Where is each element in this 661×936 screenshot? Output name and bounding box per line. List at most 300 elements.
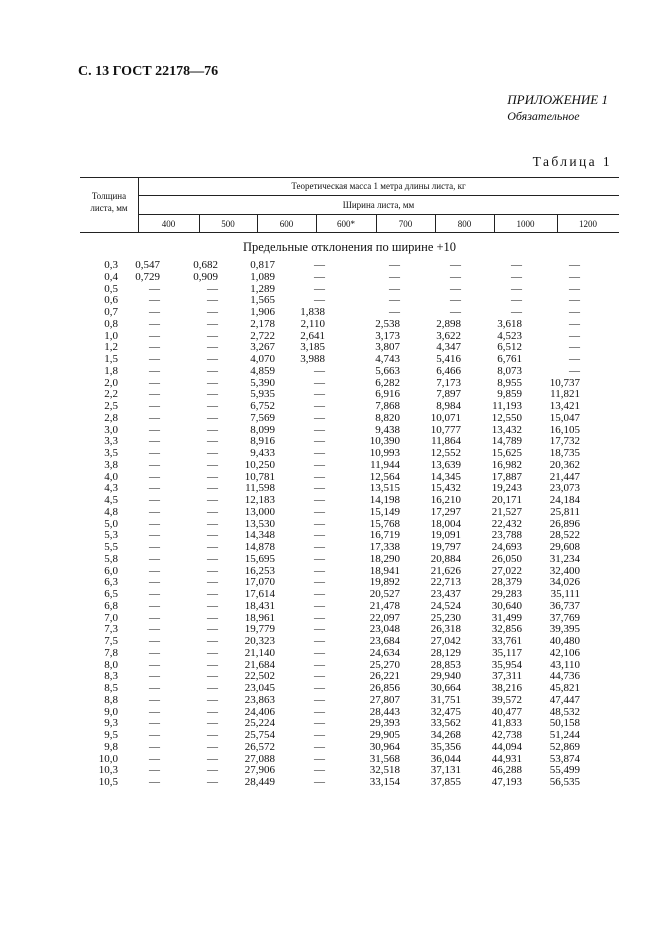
mass-cell: — bbox=[149, 470, 160, 483]
mass-cell: 15,768 bbox=[369, 517, 400, 530]
mass-cell: — bbox=[314, 282, 325, 295]
thickness-cell: 1,5 bbox=[104, 353, 118, 365]
mass-cell: — bbox=[314, 458, 325, 471]
mass-cell: — bbox=[569, 329, 580, 342]
table-row bbox=[80, 566, 619, 578]
header-width-rule bbox=[138, 214, 619, 215]
mass-cell: — bbox=[511, 306, 522, 318]
mass-cell: 10,781 bbox=[244, 470, 275, 483]
mass-cell: 25,224 bbox=[244, 717, 275, 730]
mass-cell: 32,400 bbox=[549, 564, 580, 577]
mass-cell: 42,106 bbox=[549, 646, 580, 659]
mass-cell: — bbox=[149, 341, 160, 354]
mass-cell: 40,480 bbox=[549, 635, 580, 647]
mass-cell: — bbox=[149, 423, 160, 436]
mass-cell: 11,864 bbox=[431, 435, 461, 448]
mass-cell: 24,524 bbox=[430, 599, 461, 612]
table-row bbox=[80, 730, 619, 742]
mass-cell: — bbox=[207, 635, 218, 647]
mass-cell: — bbox=[149, 740, 160, 753]
mass-cell: 37,311 bbox=[492, 670, 522, 683]
table-row bbox=[80, 366, 619, 378]
table-row bbox=[80, 472, 619, 484]
table-row bbox=[80, 742, 619, 754]
mass-cell: — bbox=[569, 259, 580, 271]
mass-cell: 35,117 bbox=[492, 646, 522, 659]
mass-cell: — bbox=[149, 376, 160, 389]
mass-cell: — bbox=[314, 564, 325, 577]
table-row bbox=[80, 354, 619, 366]
mass-cell: 25,270 bbox=[369, 658, 400, 671]
mass-cell: — bbox=[207, 400, 218, 412]
mass-cell: — bbox=[149, 306, 160, 318]
mass-cell: — bbox=[207, 717, 218, 730]
mass-cell: — bbox=[207, 341, 218, 354]
mass-cell: — bbox=[314, 294, 325, 307]
mass-cell: 13,000 bbox=[244, 505, 275, 518]
mass-cell: 21,140 bbox=[244, 646, 275, 659]
mass-cell: — bbox=[207, 776, 218, 788]
mass-cell: — bbox=[314, 764, 325, 777]
tolerance-note: Предельные отклонения по ширине +10 bbox=[242, 240, 457, 254]
mass-cell: 55,499 bbox=[549, 764, 580, 777]
thickness-cell: 8,3 bbox=[104, 670, 118, 683]
mass-cell: — bbox=[207, 317, 218, 330]
mass-cell: 4,347 bbox=[436, 341, 461, 354]
mass-cell: — bbox=[207, 458, 218, 471]
mass-cell: 10,390 bbox=[369, 435, 400, 448]
table-row bbox=[80, 389, 619, 401]
mass-cell: 25,811 bbox=[550, 505, 580, 518]
mass-cell: 7,868 bbox=[375, 400, 400, 412]
mass-cell: 1,906 bbox=[250, 306, 275, 318]
mass-cell: — bbox=[314, 670, 325, 683]
thickness-cell: 9,3 bbox=[104, 717, 118, 730]
mass-cell: — bbox=[314, 752, 325, 765]
mass-cell: — bbox=[569, 270, 580, 283]
table-row bbox=[80, 765, 619, 777]
mass-cell: 3,618 bbox=[497, 317, 522, 330]
table-row bbox=[80, 401, 619, 413]
table-row bbox=[80, 507, 619, 519]
mass-cell: 38,216 bbox=[491, 682, 522, 694]
thickness-cell: 5,5 bbox=[104, 541, 118, 553]
mass-cell: 16,105 bbox=[549, 423, 580, 436]
thickness-cell: 4,8 bbox=[104, 505, 118, 518]
mass-cell: — bbox=[149, 294, 160, 307]
mass-cell: 34,268 bbox=[430, 729, 461, 741]
mass-cell: 46,288 bbox=[491, 764, 522, 777]
mass-cell: 5,935 bbox=[250, 388, 275, 401]
mass-cell: — bbox=[207, 576, 218, 589]
mass-cell: 8,073 bbox=[497, 364, 522, 377]
mass-cell: — bbox=[149, 611, 160, 624]
mass-cell: — bbox=[149, 282, 160, 295]
mass-cell: — bbox=[149, 670, 160, 683]
mass-cell: 29,940 bbox=[430, 670, 461, 683]
mass-cell: 29,905 bbox=[369, 729, 400, 741]
thickness-cell: 7,0 bbox=[104, 611, 118, 624]
mass-cell: — bbox=[149, 494, 160, 506]
table-row bbox=[80, 695, 619, 707]
mass-cell: 26,221 bbox=[369, 670, 400, 683]
mass-cell: — bbox=[314, 599, 325, 612]
mass-cell: 44,736 bbox=[549, 670, 580, 683]
mass-cell: 26,856 bbox=[369, 682, 400, 694]
thickness-cell: 7,5 bbox=[104, 635, 118, 647]
table-row bbox=[80, 554, 619, 566]
mass-cell: 2,722 bbox=[250, 329, 275, 342]
mass-cell: — bbox=[207, 505, 218, 518]
mass-cell: 12,552 bbox=[430, 447, 461, 459]
mass-cell: 15,625 bbox=[491, 447, 522, 459]
mass-cell: — bbox=[207, 611, 218, 624]
mass-cell: 11,821 bbox=[550, 388, 580, 401]
mass-cell: — bbox=[207, 729, 218, 741]
mass-cell: 2,898 bbox=[436, 317, 461, 330]
mass-cell: 28,129 bbox=[430, 646, 461, 659]
thickness-cell: 6,8 bbox=[104, 599, 118, 612]
mass-cell: 9,433 bbox=[250, 447, 275, 459]
mass-cell: 13,515 bbox=[369, 482, 400, 495]
thickness-cell: 2,5 bbox=[104, 400, 118, 412]
table-row bbox=[80, 436, 619, 448]
mass-cell: — bbox=[569, 341, 580, 354]
mass-cell: 53,874 bbox=[549, 752, 580, 765]
mass-cell: — bbox=[314, 717, 325, 730]
mass-cell: 19,892 bbox=[369, 576, 400, 589]
mass-cell: 3,185 bbox=[300, 341, 325, 354]
thickness-cell: 10,3 bbox=[98, 764, 118, 777]
mass-cell: — bbox=[207, 306, 218, 318]
mass-cell: 28,443 bbox=[369, 705, 400, 718]
mass-cell: 14,789 bbox=[491, 435, 522, 448]
mass-cell: — bbox=[569, 282, 580, 295]
mass-cell: 41,833 bbox=[491, 717, 522, 730]
mass-cell: — bbox=[314, 729, 325, 741]
mass-cell: 32,856 bbox=[491, 623, 522, 636]
table-row bbox=[80, 718, 619, 730]
mass-cell: 44,931 bbox=[491, 752, 522, 765]
mass-cell: 31,568 bbox=[369, 752, 400, 765]
thickness-cell: 1,2 bbox=[104, 341, 118, 354]
mass-cell: 27,022 bbox=[491, 564, 522, 577]
mass-cell: 2,110 bbox=[300, 317, 325, 330]
mass-cell: — bbox=[207, 752, 218, 765]
mass-cell: — bbox=[314, 658, 325, 671]
mass-cell: — bbox=[450, 259, 461, 271]
thickness-cell: 9,0 bbox=[104, 705, 118, 718]
thickness-cell: 8,8 bbox=[104, 693, 118, 706]
mass-cell: 1,089 bbox=[250, 270, 275, 283]
thickness-cell: 3,0 bbox=[104, 423, 118, 436]
mass-cell: 11,944 bbox=[370, 458, 400, 471]
mass-cell: — bbox=[207, 447, 218, 459]
mass-cell: 8,984 bbox=[436, 400, 461, 412]
mass-cell: 14,198 bbox=[369, 494, 400, 506]
mass-cell: 17,732 bbox=[549, 435, 580, 448]
mass-cell: — bbox=[314, 529, 325, 542]
mass-cell: 35,111 bbox=[550, 588, 580, 600]
mass-cell: 26,318 bbox=[430, 623, 461, 636]
mass-cell: 26,572 bbox=[244, 740, 275, 753]
table-row bbox=[80, 601, 619, 613]
mass-cell: 3,173 bbox=[375, 329, 400, 342]
mass-cell: 30,964 bbox=[369, 740, 400, 753]
thickness-cell: 3,5 bbox=[104, 447, 118, 459]
mass-cell: — bbox=[207, 705, 218, 718]
mass-cell: 10,250 bbox=[244, 458, 275, 471]
table-row bbox=[80, 295, 619, 307]
mass-cell: — bbox=[149, 435, 160, 448]
mass-cell: 21,447 bbox=[549, 470, 580, 483]
mass-cell: 27,807 bbox=[369, 693, 400, 706]
thickness-cell: 5,0 bbox=[104, 517, 118, 530]
thickness-cell: 2,2 bbox=[104, 388, 118, 401]
table-row bbox=[80, 413, 619, 425]
mass-cell: 10,993 bbox=[369, 447, 400, 459]
mass-cell: — bbox=[389, 294, 400, 307]
mass-cell: 18,941 bbox=[369, 564, 400, 577]
table-row bbox=[80, 777, 619, 789]
table-row bbox=[80, 331, 619, 343]
mass-cell: 10,777 bbox=[430, 423, 461, 436]
mass-cell: — bbox=[207, 588, 218, 600]
mass-cell: 13,432 bbox=[491, 423, 522, 436]
mass-cell: — bbox=[389, 306, 400, 318]
mass-cell: 56,535 bbox=[549, 776, 580, 788]
thickness-cell: 3,3 bbox=[104, 435, 118, 448]
header-mass-rule bbox=[138, 195, 619, 196]
mass-cell: — bbox=[207, 482, 218, 495]
mass-cell: 6,282 bbox=[375, 376, 400, 389]
mass-cell: 2,538 bbox=[375, 317, 400, 330]
table-row bbox=[80, 707, 619, 719]
mass-cell: 6,761 bbox=[497, 353, 522, 365]
mass-cell: 4,070 bbox=[250, 353, 275, 365]
table-row bbox=[80, 378, 619, 390]
mass-cell: — bbox=[149, 588, 160, 600]
mass-cell: 16,982 bbox=[491, 458, 522, 471]
mass-cell: — bbox=[149, 635, 160, 647]
mass-cell: — bbox=[149, 458, 160, 471]
mass-cell: 23,073 bbox=[549, 482, 580, 495]
table-row bbox=[80, 530, 619, 542]
mass-cell: 34,026 bbox=[549, 576, 580, 589]
mass-cell: 31,234 bbox=[549, 552, 580, 565]
mass-cell: 16,210 bbox=[430, 494, 461, 506]
mass-cell: — bbox=[149, 482, 160, 495]
mass-cell: — bbox=[149, 564, 160, 577]
thickness-cell: 4,5 bbox=[104, 494, 118, 506]
mass-cell: 31,499 bbox=[491, 611, 522, 624]
mass-cell: 1,838 bbox=[300, 306, 325, 318]
table-row bbox=[80, 577, 619, 589]
mass-cell: — bbox=[314, 646, 325, 659]
mass-cell: 1,289 bbox=[250, 282, 275, 295]
mass-cell: — bbox=[149, 576, 160, 589]
mass-cell: 21,626 bbox=[430, 564, 461, 577]
mass-cell: 2,178 bbox=[250, 317, 275, 330]
mass-cell: — bbox=[149, 717, 160, 730]
mass-cell: — bbox=[314, 576, 325, 589]
width-col-header: 700 bbox=[398, 219, 413, 229]
mass-cell: 25,230 bbox=[430, 611, 461, 624]
mass-cell: 28,522 bbox=[549, 529, 580, 542]
table-row bbox=[80, 542, 619, 554]
mass-cell: 24,184 bbox=[549, 494, 580, 506]
mass-cell: 18,735 bbox=[549, 447, 580, 459]
table-row bbox=[80, 483, 619, 495]
mass-cell: 18,004 bbox=[430, 517, 461, 530]
mass-cell: 15,047 bbox=[549, 411, 580, 424]
mass-cell: 37,855 bbox=[430, 776, 461, 788]
thickness-cell: 5,8 bbox=[104, 552, 118, 565]
mass-cell: 19,779 bbox=[244, 623, 275, 636]
table-row bbox=[80, 683, 619, 695]
mass-cell: 26,050 bbox=[491, 552, 522, 565]
mass-cell: — bbox=[207, 623, 218, 636]
mass-cell: 22,097 bbox=[369, 611, 400, 624]
mass-cell: 15,695 bbox=[244, 552, 275, 565]
mass-cell: 17,070 bbox=[244, 576, 275, 589]
mass-cell: — bbox=[314, 611, 325, 624]
mass-cell: 18,290 bbox=[369, 552, 400, 565]
mass-cell: — bbox=[149, 329, 160, 342]
mass-cell: 21,478 bbox=[369, 599, 400, 612]
mass-cell: 10,737 bbox=[549, 376, 580, 389]
width-col-header: 800 bbox=[457, 219, 472, 229]
mass-cell: 28,379 bbox=[491, 576, 522, 589]
mass-cell: 7,897 bbox=[436, 388, 461, 401]
mass-cell: 16,253 bbox=[244, 564, 275, 577]
mass-cell: 51,244 bbox=[549, 729, 580, 741]
mass-cell: — bbox=[149, 447, 160, 459]
mass-cell: — bbox=[569, 317, 580, 330]
thickness-cell: 9,8 bbox=[104, 740, 118, 753]
mass-cell: — bbox=[149, 364, 160, 377]
mass-cell: — bbox=[207, 682, 218, 694]
mass-cell: — bbox=[389, 282, 400, 295]
mass-cell: — bbox=[207, 599, 218, 612]
thickness-cell: 7,3 bbox=[104, 623, 118, 636]
thickness-cell: 2,8 bbox=[104, 411, 118, 424]
table-row bbox=[80, 754, 619, 766]
mass-cell: — bbox=[569, 353, 580, 365]
mass-cell: 7,173 bbox=[436, 376, 461, 389]
mass-cell: 20,884 bbox=[430, 552, 461, 565]
page-header: С. 13 ГОСТ 22178—76 bbox=[78, 64, 219, 79]
mass-cell: 9,438 bbox=[375, 423, 400, 436]
mass-cell: 3,807 bbox=[375, 341, 400, 354]
mass-cell: — bbox=[149, 705, 160, 718]
thickness-cell: 1,8 bbox=[104, 364, 118, 377]
mass-cell: 11,193 bbox=[492, 400, 522, 412]
mass-cell: — bbox=[207, 764, 218, 777]
mass-cell: 17,297 bbox=[430, 505, 461, 518]
header-bottom-rule bbox=[80, 232, 619, 233]
mass-cell: — bbox=[389, 270, 400, 283]
mass-cell: 37,769 bbox=[549, 611, 580, 624]
mass-cell: 0,817 bbox=[250, 259, 275, 271]
thickness-cell: 6,0 bbox=[104, 564, 118, 577]
mass-cell: 25,754 bbox=[244, 729, 275, 741]
mass-cell: — bbox=[149, 505, 160, 518]
mass-cell: 0,729 bbox=[135, 270, 160, 283]
header-top-rule bbox=[80, 177, 619, 178]
header-mass: Теоретическая масса 1 метра длины листа, кг bbox=[291, 181, 466, 191]
mass-cell: 30,640 bbox=[491, 599, 522, 612]
mass-cell: 50,158 bbox=[549, 717, 580, 730]
mass-cell: — bbox=[149, 400, 160, 412]
table-row bbox=[80, 589, 619, 601]
thickness-cell: 4,0 bbox=[104, 470, 118, 483]
mass-cell: 31,751 bbox=[430, 693, 461, 706]
mass-cell: 52,869 bbox=[549, 740, 580, 753]
mass-cell: 47,447 bbox=[549, 693, 580, 706]
mass-cell: — bbox=[314, 693, 325, 706]
mass-cell: — bbox=[149, 646, 160, 659]
mass-cell: — bbox=[314, 376, 325, 389]
mass-cell: 20,527 bbox=[369, 588, 400, 600]
mass-cell: 26,896 bbox=[549, 517, 580, 530]
mass-cell: 29,393 bbox=[369, 717, 400, 730]
mass-cell: 14,345 bbox=[430, 470, 461, 483]
thickness-cell: 0,4 bbox=[104, 270, 118, 283]
thickness-cell: 4,3 bbox=[104, 482, 118, 495]
mass-cell: — bbox=[314, 517, 325, 530]
mass-cell: — bbox=[207, 658, 218, 671]
mass-cell: — bbox=[149, 529, 160, 542]
mass-cell: 22,502 bbox=[244, 670, 275, 683]
mass-cell: — bbox=[314, 776, 325, 788]
mass-cell: 40,477 bbox=[491, 705, 522, 718]
thickness-cell: 8,0 bbox=[104, 658, 118, 671]
mass-cell: — bbox=[314, 400, 325, 412]
mass-cell: 5,416 bbox=[436, 353, 461, 365]
mass-cell: — bbox=[314, 682, 325, 694]
mass-cell: — bbox=[207, 388, 218, 401]
mass-cell: 18,961 bbox=[244, 611, 275, 624]
mass-cell: 19,797 bbox=[430, 541, 461, 553]
mass-cell: — bbox=[207, 411, 218, 424]
mass-cell: 12,550 bbox=[491, 411, 522, 424]
mass-cell: — bbox=[149, 388, 160, 401]
mass-cell: — bbox=[149, 552, 160, 565]
mass-cell: 35,356 bbox=[430, 740, 461, 753]
mass-cell: — bbox=[314, 411, 325, 424]
mass-cell: 35,954 bbox=[491, 658, 522, 671]
mass-cell: — bbox=[207, 541, 218, 553]
table-header bbox=[80, 177, 619, 233]
mass-cell: — bbox=[149, 541, 160, 553]
width-col-header: 500 bbox=[221, 219, 235, 229]
table-row bbox=[80, 284, 619, 296]
mass-cell: — bbox=[207, 740, 218, 753]
mass-cell: — bbox=[314, 541, 325, 553]
thickness-cell: 10,5 bbox=[98, 776, 118, 788]
mass-cell: 0,909 bbox=[193, 270, 218, 283]
table-row bbox=[80, 260, 619, 272]
mass-cell: — bbox=[207, 494, 218, 506]
mass-cell: 39,572 bbox=[491, 693, 522, 706]
mass-cell: — bbox=[314, 623, 325, 636]
mass-cell: — bbox=[149, 682, 160, 694]
mass-cell: — bbox=[450, 294, 461, 307]
mass-cell: — bbox=[314, 705, 325, 718]
mass-cell: 20,323 bbox=[244, 635, 275, 647]
header-width: Ширина листа, мм bbox=[342, 200, 415, 210]
